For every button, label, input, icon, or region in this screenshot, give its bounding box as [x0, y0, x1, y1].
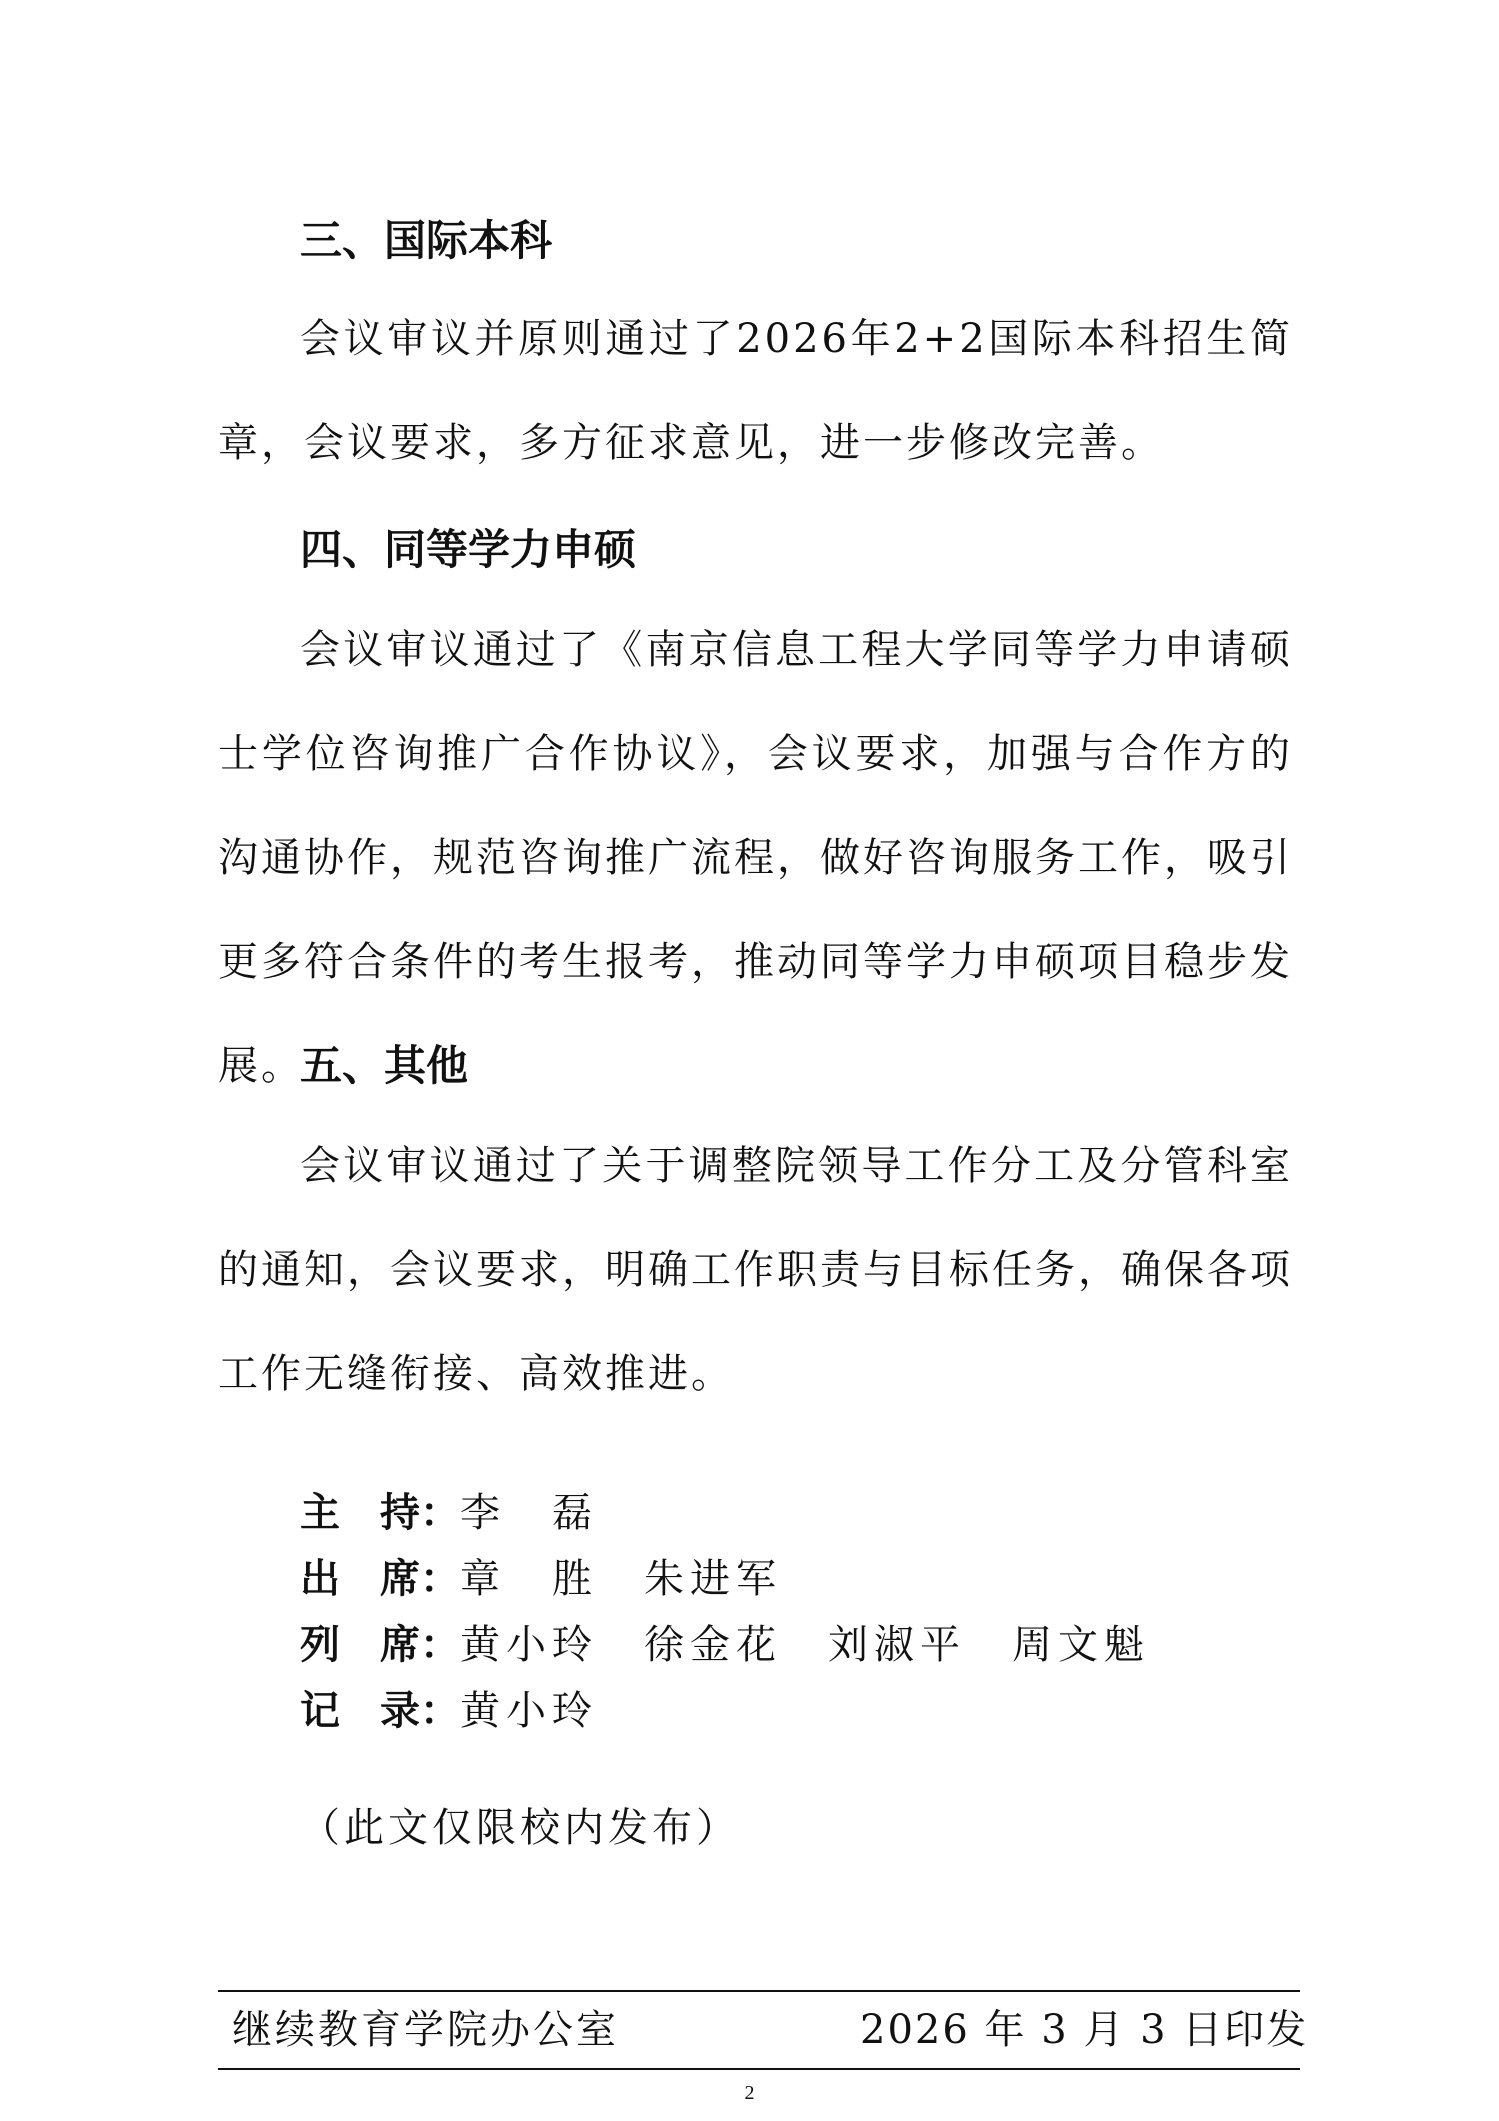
roster-label: 列 席： — [300, 1622, 460, 1668]
attendee-roster — [300, 1480, 1150, 1744]
roster-label: 出 席： — [300, 1556, 460, 1602]
issue-date: 2026 年 3 月 3 日印发 — [860, 2007, 1309, 2053]
roster-row-host — [300, 1480, 1150, 1546]
roster-row-recorder — [300, 1678, 1150, 1744]
roster-names: 黄小玲 — [460, 1688, 598, 1734]
section-heading-other: 五、其他 — [300, 1041, 469, 1090]
footer-top-rule — [218, 1990, 1300, 1992]
roster-names: 黄小玲 徐金花 刘淑平 周文魁 — [460, 1622, 1150, 1668]
section-paragraph-other: 会议审议通过了关于调整院领导工作分工及分管科室的通知，会议要求，明确工作职责与目标任务，确保各项工作无缝衔接、高效推进。 — [218, 1143, 1293, 1397]
roster-names: 李 磊 — [460, 1490, 598, 1536]
page-number: 2 — [744, 2082, 755, 2104]
section-heading-equivalent-degree: 四、同等学力申硕 — [300, 525, 637, 574]
distribution-notice: （此文仅限校内发布） — [300, 1805, 740, 1851]
issuing-office: 继续教育学院办公室 — [232, 2007, 619, 2053]
section-heading-international: 三、国际本科 — [300, 216, 553, 265]
section-paragraph-international: 会议审议并原则通过了2026年2+2国际本科招生简章，会议要求，多方征求意见，进一步修改完善。 — [218, 316, 1293, 466]
roster-row-attending — [300, 1612, 1150, 1678]
footer-bottom-rule — [218, 2068, 1300, 2070]
roster-row-present — [300, 1546, 1150, 1612]
roster-names: 章 胜 朱进军 — [460, 1556, 782, 1602]
roster-label: 记 录： — [300, 1688, 460, 1734]
section-paragraph-equivalent-degree: 会议审议通过了《南京信息工程大学同等学力申请硕士学位咨询推广合作协议》，会议要求，加强与合作方的沟通协作，规范咨询推广流程，做好咨询服务工作，吸引更多符合条件的考生报考，推动同等学力申硕项目稳步发展。 — [218, 627, 1293, 1089]
roster-label: 主 持： — [300, 1490, 460, 1536]
